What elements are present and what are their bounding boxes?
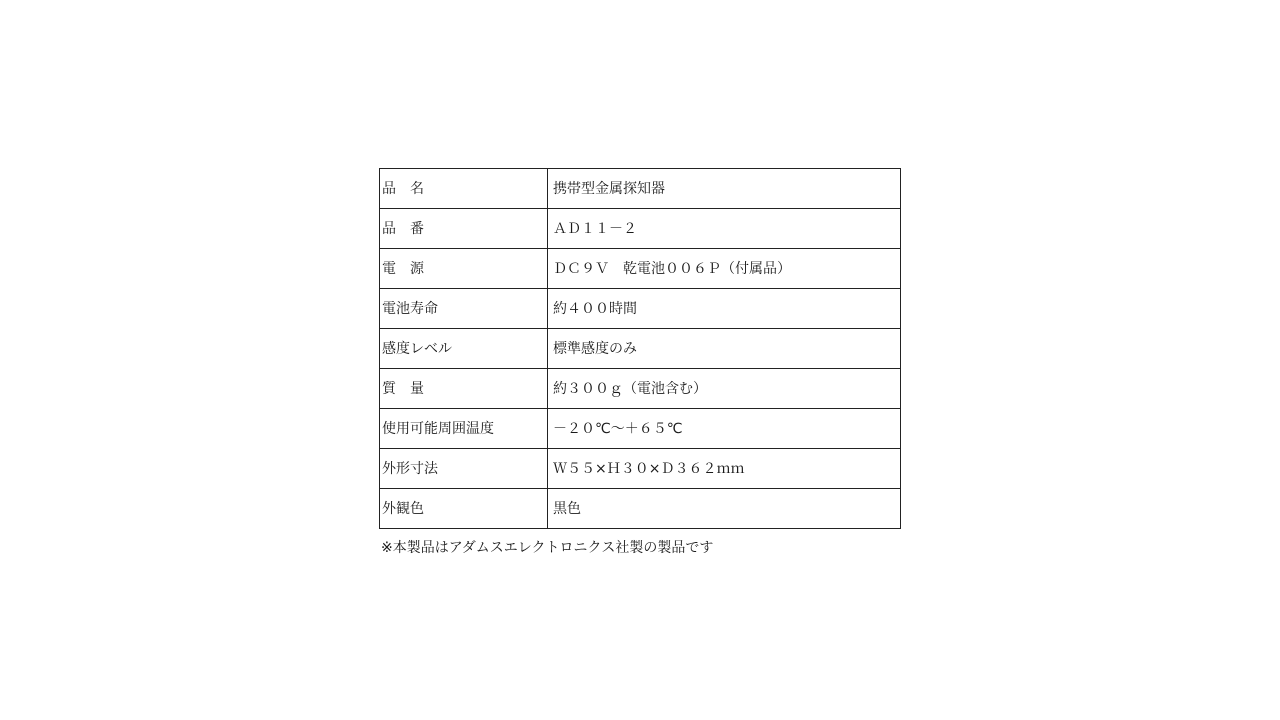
row-value: 黒色 bbox=[548, 489, 901, 529]
row-label: 外形寸法 bbox=[380, 449, 548, 489]
row-value: 約３００ｇ（電池含む） bbox=[548, 369, 901, 409]
row-value: 約４００時間 bbox=[548, 289, 901, 329]
row-label: 品 番 bbox=[380, 209, 548, 249]
table-row bbox=[380, 249, 901, 289]
row-value: ＡＤ１１－２ bbox=[548, 209, 901, 249]
table-row bbox=[380, 209, 901, 249]
table-row bbox=[380, 489, 901, 529]
table-row bbox=[380, 449, 901, 489]
row-label: 電池寿命 bbox=[380, 289, 548, 329]
table-row bbox=[380, 369, 901, 409]
row-label: 質 量 bbox=[380, 369, 548, 409]
spec-table bbox=[379, 168, 901, 529]
table-row bbox=[380, 409, 901, 449]
row-label: 品 名 bbox=[380, 169, 548, 209]
row-value: －２０℃～＋６５℃ bbox=[548, 409, 901, 449]
row-label: 使用可能周囲温度 bbox=[380, 409, 548, 449]
table-row bbox=[380, 289, 901, 329]
row-value: 標準感度のみ bbox=[548, 329, 901, 369]
row-value: ＤＣ９Ｖ 乾電池００６Ｐ（付属品） bbox=[548, 249, 901, 289]
row-label: 感度レベル bbox=[380, 329, 548, 369]
footnote: ※本製品はアダムスエレクトロニクス社製の製品です bbox=[381, 540, 714, 556]
table-row bbox=[380, 329, 901, 369]
row-label: 外観色 bbox=[380, 489, 548, 529]
row-value: Ｗ５５×Ｈ３０×Ｄ３６２ｍｍ bbox=[548, 449, 901, 489]
row-label: 電 源 bbox=[380, 249, 548, 289]
table-row bbox=[380, 169, 901, 209]
row-value: 携帯型金属探知器 bbox=[548, 169, 901, 209]
